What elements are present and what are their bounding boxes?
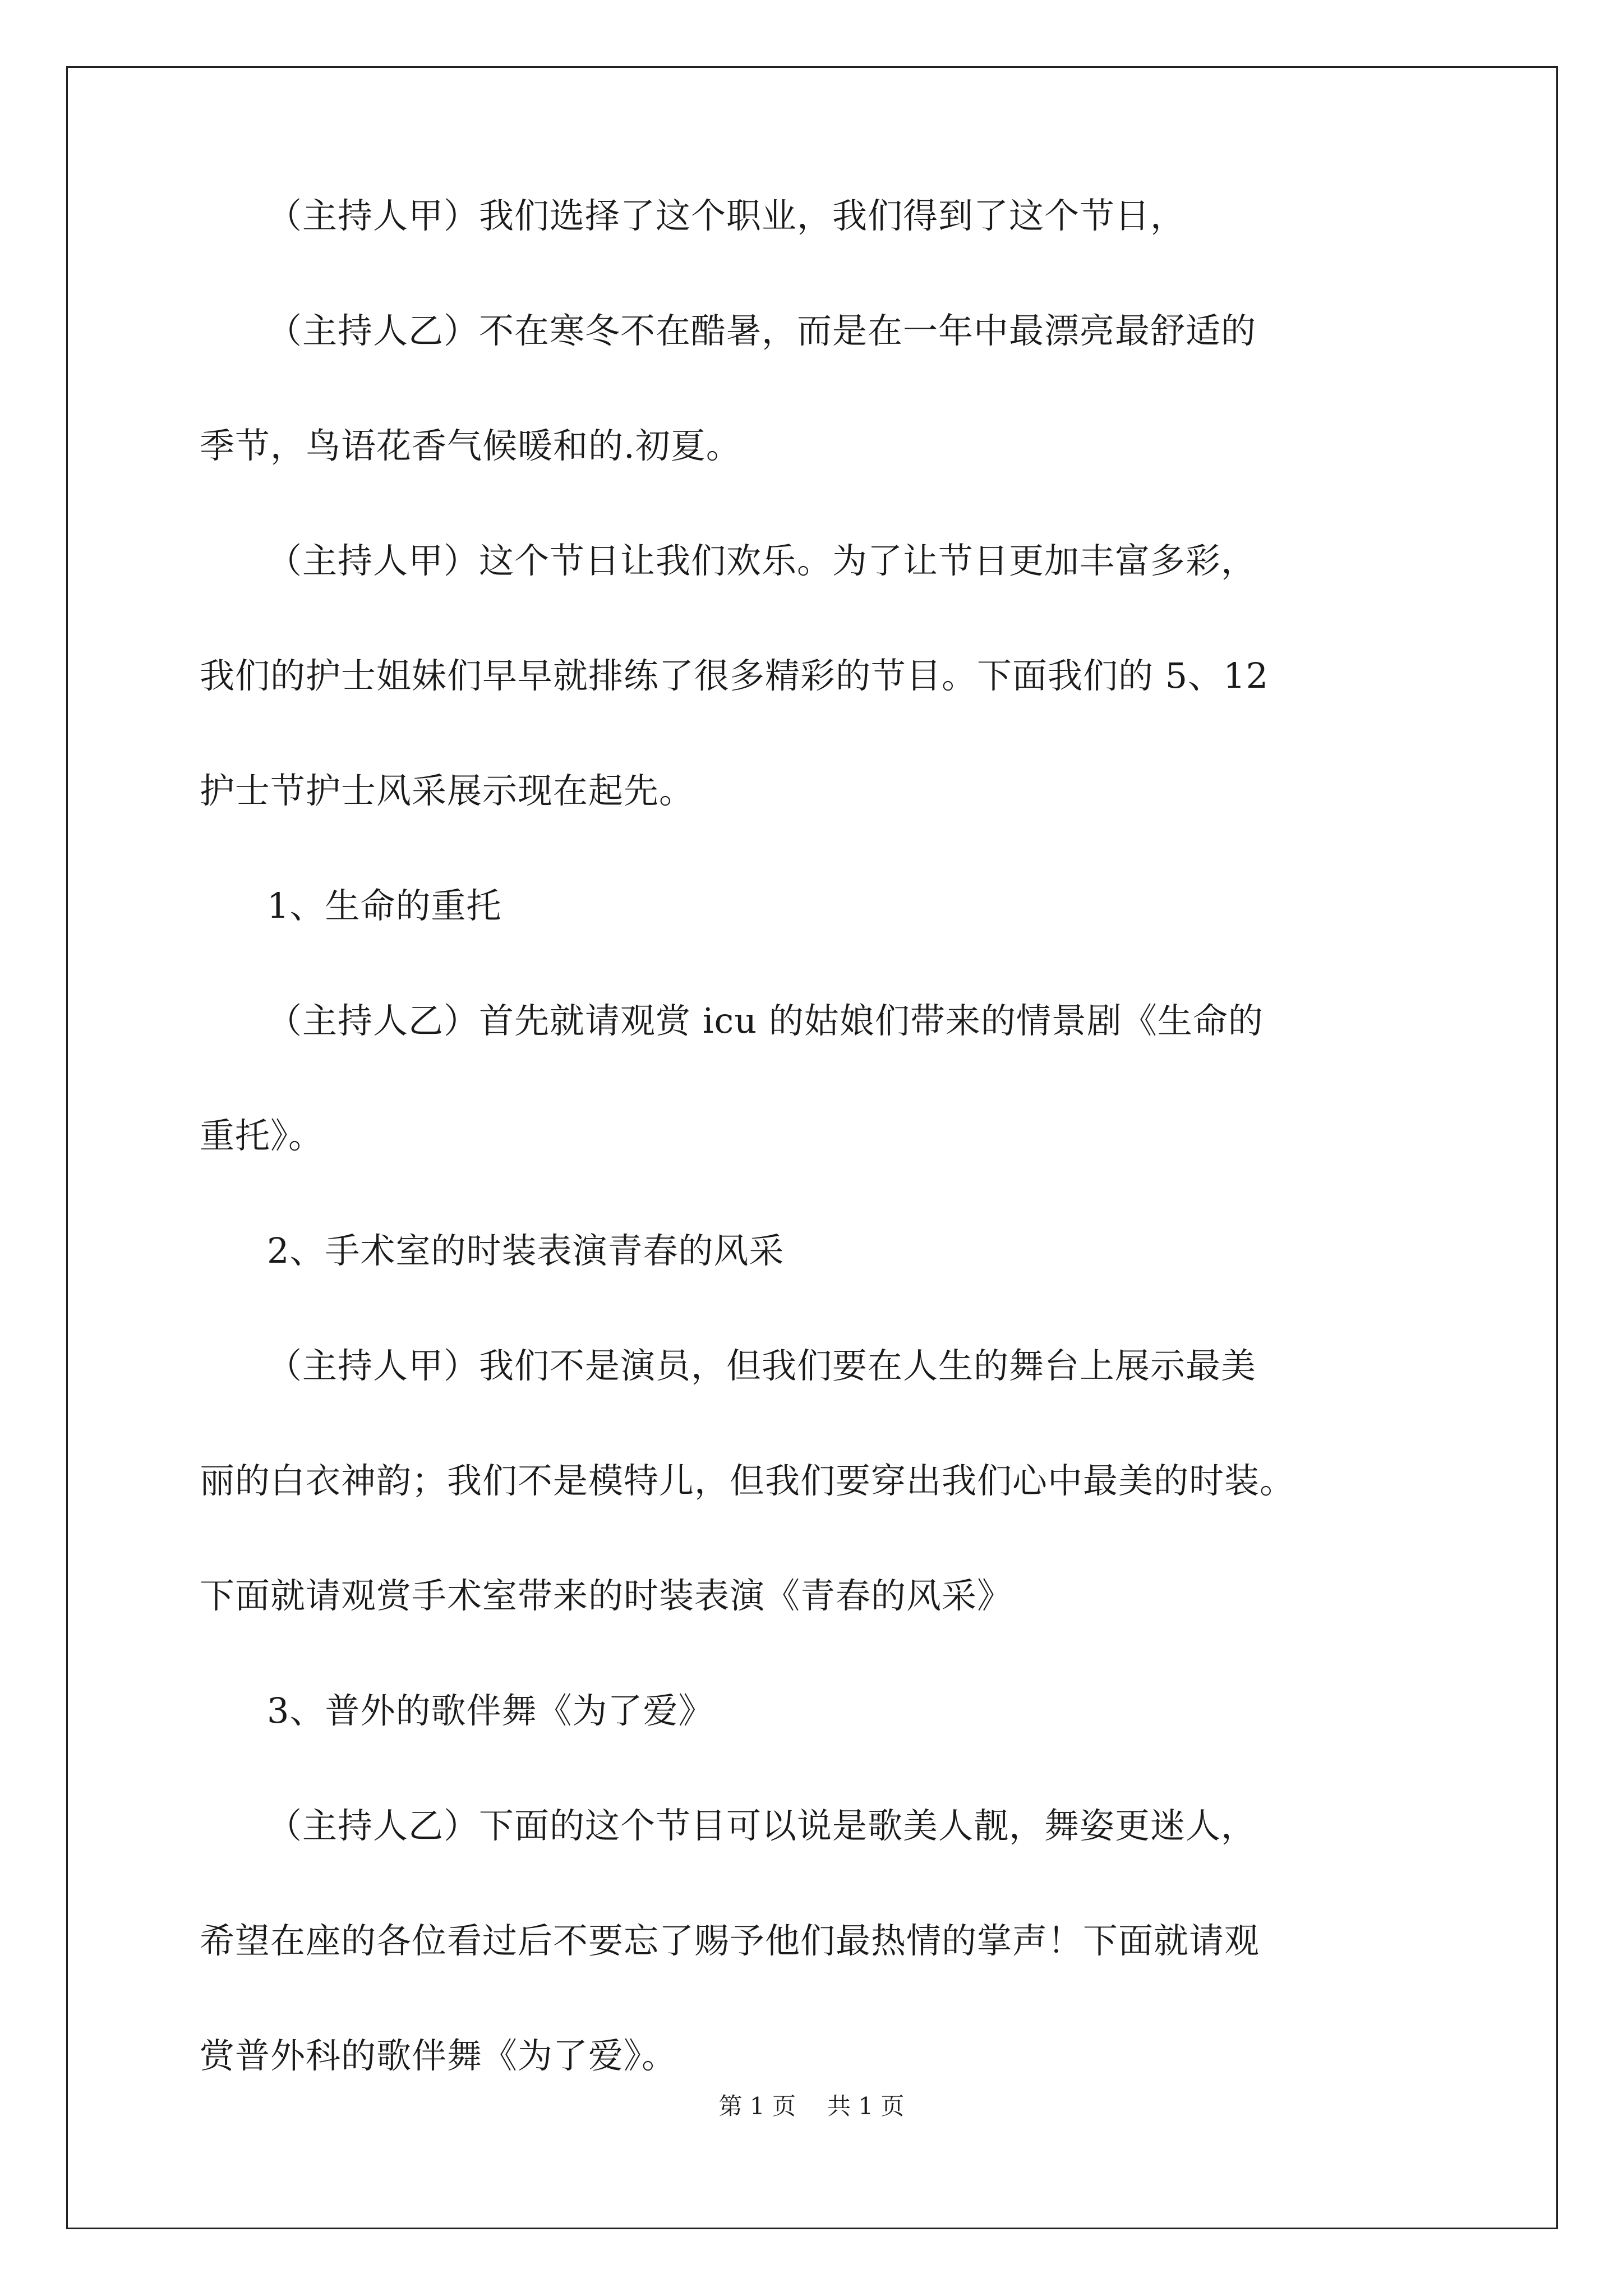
section-heading: 3、普外的歌伴舞《为了爱》 [267,1690,714,1731]
section-heading: 2、手术室的时装表演青春的风采 [267,1230,785,1271]
page-number-current: 第 1 页 [718,2092,796,2120]
paragraph-line: （主持人乙）不在寒冬不在酷暑，而是在一年中最漂亮最舒适的 [267,310,1257,351]
paragraph-line: 下面就请观赏手术室带来的时装表演《青春的风采》 [200,1575,1013,1616]
paragraph-line: （主持人甲）我们选择了这个职业，我们得到了这个节日， [267,195,1186,236]
paragraph-line: （主持人乙）首先就请观赏 icu 的姑娘们带来的情景剧《生命的 [267,1000,1264,1041]
paragraph-line: 我们的护士姐妹们早早就排练了很多精彩的节目。下面我们的 5、12 [200,655,1269,696]
paragraph-line: （主持人甲）我们不是演员，但我们要在人生的舞台上展示最美 [267,1345,1257,1386]
paragraph-line: 丽的白衣神韵；我们不是模特儿，但我们要穿出我们心中最美的时装。 [200,1460,1295,1501]
paragraph-line: 希望在座的各位看过后不要忘了赐予他们最热情的掌声！下面就请观 [200,1920,1260,1961]
paragraph-line: 护士节护士风采展示现在起先。 [200,770,695,811]
paragraph-line: 重托》。 [200,1115,324,1156]
paragraph-line: 季节，鸟语花香气候暖和的.初夏。 [200,425,741,466]
paragraph-line: 赏普外科的歌伴舞《为了爱》。 [200,2035,677,2076]
paragraph-line: （主持人甲）这个节日让我们欢乐。为了让节日更加丰富多彩， [267,540,1257,581]
paragraph-line: （主持人乙）下面的这个节目可以说是歌美人靓，舞姿更迷人， [267,1805,1257,1846]
page-footer [0,2088,1623,2122]
section-heading: 1、生命的重托 [267,885,502,926]
page-number-total: 共 1 页 [827,2092,905,2120]
